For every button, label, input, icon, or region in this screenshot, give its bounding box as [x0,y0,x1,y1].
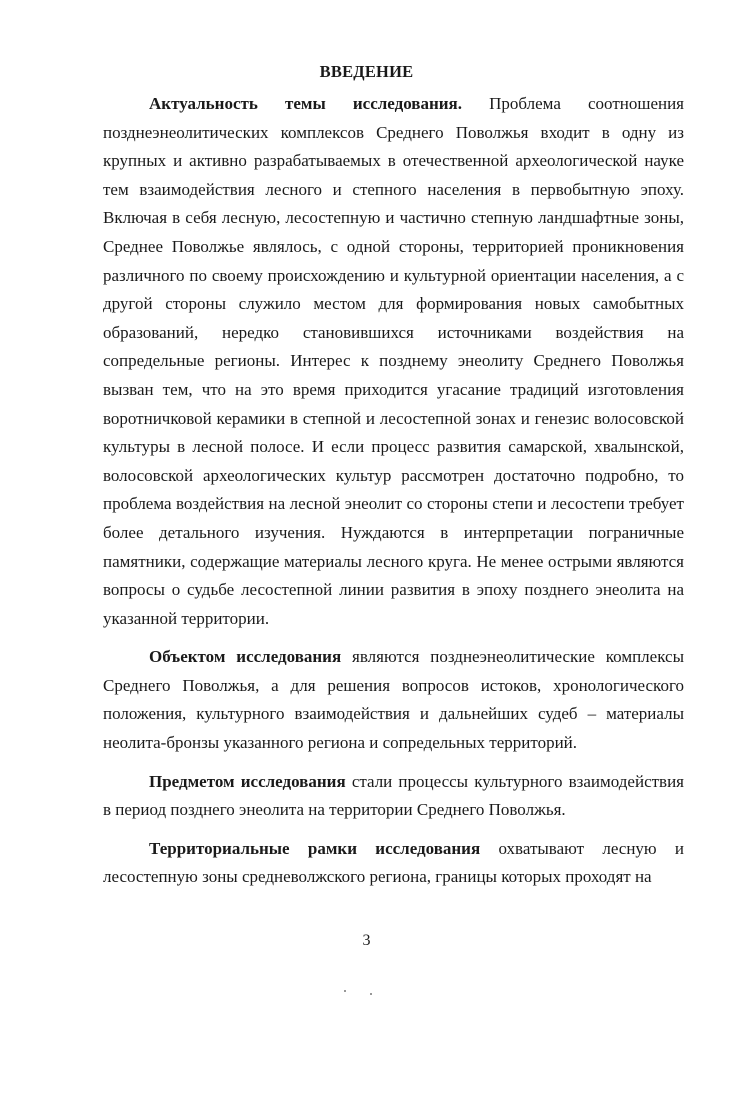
page-number: 3 [362,932,371,949]
paragraph-lead: Объектом исследования [149,647,342,667]
paragraph-lead: Предметом исследования [149,771,346,791]
scan-speck [344,990,346,992]
paragraph-lead: Актуальность темы исследования. [149,94,462,113]
paragraph-text: охватывают лесную и лесостепную зоны средневолжского региона, границы которых проходят на [103,838,685,887]
paragraph-territory [103,835,684,892]
section-heading: ВВЕДЕНИЕ [319,62,414,81]
body-text [103,90,684,902]
scan-speck [370,993,372,995]
paragraph-text: являются позднеэнеолитические комплексы Среднего Поволжья, а для решения вопросов истоков, хронологического положения, культурного взаимодействия и дальнейших судеб – материалы неолита-бронзы указанного региона и сопредельных территорий. [103,647,685,753]
paragraph-text: Проблема соотношения позднеэнеолитических комплексов Среднего Поволжья входит в одну из крупных и активно разрабатываемых в отечественной археологической науке тем взаимодействия лесного и степного населения в первобытную эпоху. Включая в себя лесную, лесостепную и частично степную ландшафтные зоны, Среднее Поволжье являлось, с одной стороны, территорией проникновения различного по своему происхождению и культурной ориентации населения, а с другой стороны служило местом для формирования новых самобытных образований, нередко становившихся источниками воздействия на сопредельные регионы. Интерес к позднему энеолиту Среднего Поволжья вызван тем, что на это время приходится угасание традиций изготовления воротничковой керамики в степной и лесостепной зонах и генезис волосовской культуры в лесной полосе. И если процесс развития самарской, хвалынской, волосовской археологических культур рассмотрен достаточно подробно, то проблема воздействия на лесной энеолит со стороны степи и лесостепи требует более детального изучения. Нуждаются в интерпретации пограничные памятники, содержащие материалы лесного круга. Не менее острыми являются вопросы о судьбе лесостепной линии развития в эпоху позднего энеолита на указанной территории. [103,94,684,628]
paragraph-relevance [103,90,684,633]
paragraph-lead: Территориальные рамки исследования [149,838,481,858]
paragraph-subject [103,768,684,825]
paragraph-text: стали процессы культурного взаимодействия в период позднего энеолита на территории Среднего Поволжья. [103,771,684,820]
paragraph-object [103,643,684,757]
